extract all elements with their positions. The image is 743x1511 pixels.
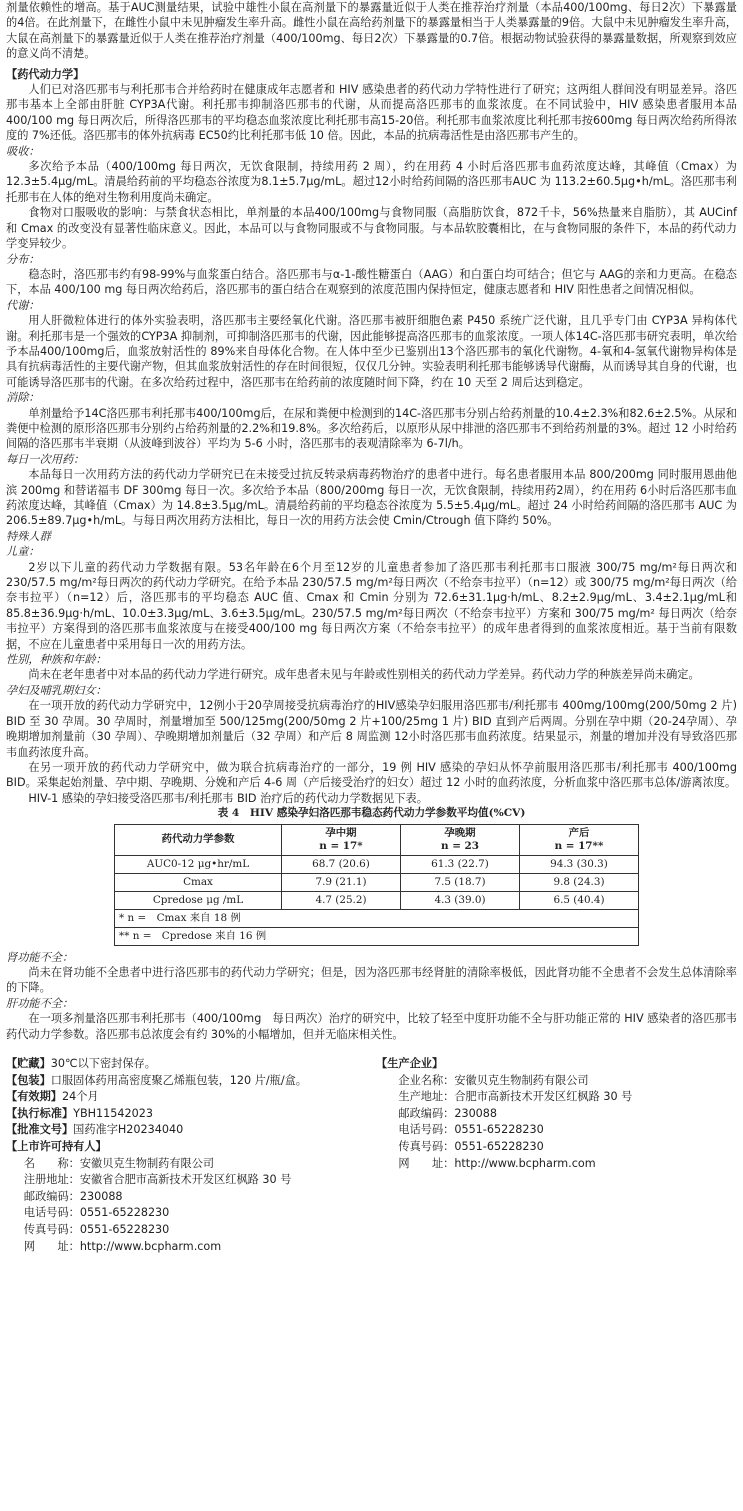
standard-label: 【执行标准】: [6, 1106, 74, 1120]
absorption-paragraph-2: 食物对口服吸收的影响：与禁食状态相比，单剂量的本品400/100mg与食物同服（高脂肪饮食，872千卡，56%热量来自脂肪），其 AUCinf 和 Cmax 的改变没有显著性临床意义。因此，本品可以与食物同服或不与食物同服。与本品软胶囊相比，在与食物同服的条件下，本品的药代动力学变异较少。: [6, 206, 737, 251]
table-note-row: [115, 909, 639, 927]
table-cell: 4.3 (39.0): [401, 891, 520, 909]
approval-line: [6, 1122, 376, 1139]
holder-address: 注册地址：安徽省合肥市高新技术开发区红枫路 30 号: [23, 1173, 292, 1187]
table-cell: Cpredose μg /mL: [115, 891, 282, 909]
pregnancy-paragraph-3: HIV-1 感染的孕妇接受洛匹那韦/利托那韦 BID 治疗后的药代动力学数据见下表。: [28, 791, 428, 805]
pregnancy-title: 孕妇及哺乳期妇女：: [6, 683, 107, 697]
pregnancy-paragraph-2: 在另一项开放的药代动力学研究中，做为联合抗病毒治疗的一部分，19 例 HIV 感染的孕妇从怀孕前服用洛匹那韦/利托那韦 400/100mg BID。采集起始剂量、孕中期、孕晚期、分娩和产后 4-6 周（产后接受治疗的妇女）超过 12 小时的血药浓度，分析血浆中洛匹那韦总体/游离浓度。: [6, 760, 737, 790]
table-note: ** n = Cpredose 来自 16 例: [115, 927, 639, 945]
table-row: [115, 855, 639, 873]
table-cell: 4.7 (25.2): [282, 891, 401, 909]
table-note: * n = Cmax 来自 18 例: [115, 909, 639, 927]
table-cell: Cmax: [115, 873, 282, 891]
right-column: [376, 1056, 736, 1255]
manufacturer-label-text: 【生产企业】: [376, 1056, 444, 1070]
validity-value: 24个月: [61, 1090, 99, 1104]
table-cell: 7.5 (18.7): [401, 873, 520, 891]
hepatic-title: 肝功能不全：: [6, 996, 74, 1010]
table-row: [115, 891, 639, 909]
storage-value: 30℃以下密封保存。: [50, 1056, 156, 1070]
approval-label: 【批准文号】: [6, 1123, 74, 1137]
header-n: n = 17*: [319, 839, 363, 852]
package-label: 【包装】: [6, 1073, 51, 1087]
table-cell: 68.7 (20.6): [282, 855, 401, 873]
package-line: [6, 1073, 376, 1090]
gender-title: 性别，种族和年龄：: [6, 653, 107, 667]
table-cell: 94.3 (30.3): [520, 855, 639, 873]
table-header-second-trimester: [282, 824, 401, 855]
manufacturer-name: 企业名称：安徽贝克生物制药有限公司: [398, 1073, 589, 1087]
elimination-title: 消除：: [6, 391, 40, 405]
absorption-title: 吸收：: [6, 144, 40, 158]
once-daily-title: 每日一次用药：: [6, 452, 85, 466]
table-cell: 61.3 (22.7): [401, 855, 520, 873]
metabolism-title: 代谢：: [6, 298, 40, 312]
distribution-title: 分布：: [6, 252, 40, 266]
validity-line: [6, 1089, 376, 1106]
header-label: 孕中期: [325, 826, 357, 839]
pk-heading: 【药代动力学】: [6, 67, 85, 81]
once-daily-paragraph: 本品每日一次用药方法的药代动力学研究已在未接受过抗反转录病毒药物治疗的患者中进行。每名患者服用本品 800/200mg 同时服用恩曲他滨 200mg 和替诺福韦 DF 300mg 每日一次。多次给予本品（800/200mg 每日一次，无饮食限制，持续用药2周），约在用药 6小时后洛匹那韦血药浓度达峰，其峰值（Cmax）为 14.8±3.5μg/mL。清晨给药前的平均稳态谷浓度为 5.5±5.4μg/mL。超过 24 小时给药间隔的洛匹那韦 AUC 为 206.5±89.7μg•h/mL。与每日两次用药方法相比，每日一次的用药方法会使 Cmin/Ctrough 值下降约 50%。: [6, 468, 737, 528]
header-n: n = 23: [441, 839, 479, 852]
manufacturer-postcode: 邮政编码：230088: [398, 1106, 498, 1120]
left-column: [6, 1056, 376, 1255]
renal-title: 肾功能不全：: [6, 950, 74, 964]
pregnancy-paragraph-1: 在一项开放的药代动力学研究中，12例小于20孕周接受抗病毒治疗的HIV感染孕妇服用洛匹那韦/利托那韦 400mg/100mg(200/50mg 2 片) BID 至 30 孕周。30 孕周时，剂量增加至 500/125mg(200/50mg 2 片+100/25mg 1 片) BID 直到产后两周。分别在孕中期（20-24孕周）、孕晚期增加剂量前（30 孕周）、孕晚期增加剂量后（32 孕周）和产后 8 周监测 12小时洛匹那韦血药浓度。结果显示，剂量的增加并没有导致洛匹那韦血药浓度升高。: [6, 699, 737, 759]
table-row: [115, 873, 639, 891]
footer-columns: [6, 1056, 737, 1255]
manufacturer-fax: 传真号码：0551-65228230: [398, 1139, 544, 1153]
table-cell: 9.8 (24.3): [520, 873, 639, 891]
children-title: 儿童：: [6, 545, 40, 559]
hepatic-paragraph: 在一项多剂量洛匹那韦利托那韦（400/100mg 每日两次）治疗的研究中，比较了轻至中度肝功能不全与肝功能正常的 HIV 感染者的洛匹那韦药代动力学参数。洛匹那韦总浓度会有约 30%的小幅增加，但并无临床相关性。: [6, 1012, 737, 1041]
standard-line: [6, 1106, 376, 1123]
table-note-row: [115, 927, 639, 945]
standard-value: YBH11542023: [73, 1106, 154, 1120]
table-cell: AUC0-12 μg•hr/mL: [115, 855, 282, 873]
holder-fax: 传真号码：0551-65228230: [23, 1222, 170, 1236]
absorption-paragraph-1: 多次给予本品（400/100mg 每日两次，无饮食限制，持续用药 2 周），约在用药 4 小时后洛匹那韦血药浓度达峰，其峰值（Cmax）为12.3±5.4μg/mL。清晨给药前的平均稳态谷浓度为8.1±5.7μg/mL。超过12小时给药间隔的洛匹那韦AUC 为 113.2±60.5μg•h/mL。洛匹那韦利托那韦在人体的绝对生物利用度尚未确定。: [6, 160, 737, 204]
table-header-postpartum: [520, 824, 639, 855]
header-label: 产后: [568, 826, 590, 839]
manufacturer-phone: 电话号码：0551-65228230: [398, 1123, 544, 1137]
validity-label: 【有效期】: [6, 1090, 62, 1104]
table-header-third-trimester: [401, 824, 520, 855]
special-populations-title: 特殊人群: [6, 529, 51, 543]
elimination-paragraph: 单剂量给予14C洛匹那韦利托那韦400/100mg后，在尿和粪便中检测到的14C-洛匹那韦分别占给药剂量的10.4±2.3%和82.6±2.5%。从尿和粪便中检测的原形洛匹那韦分别约占给药剂量的2.2%和19.8%。多次给药后，以原形从尿中排泄的洛匹那韦不到给药剂量的3%。超过 12 小时给药间隔的洛匹那韦半衰期（从波峰到波谷）平均为 5-6 小时，洛匹那韦的表观清除率为 6-7l/h。: [6, 406, 737, 451]
intro-paragraph: 剂量依赖性的增高。基于AUC测量结果，试验中雄性小鼠在高剂量下的暴露量近似于人类在推荐治疗剂量（本品400/100mg、每日2次）下暴露量的4倍。在此剂量下，在雌性小鼠中未见肿瘤发生率升高。雌性小鼠在高给药剂量下的暴露量相当于人类暴露量的9倍。大鼠中未见肿瘤发生率升高，大鼠在高剂量下的暴露量近似于人类在推荐治疗剂量（400/100mg、每日2次）下暴露量的0.7倍。根据动物试验获得的暴露量数据，所观察到效应的意义尚不清楚。: [6, 1, 737, 61]
storage-label: 【贮藏】: [6, 1056, 51, 1070]
distribution-paragraph: 稳态时，洛匹那韦约有98-99%与血浆蛋白结合。洛匹那韦与α-1-酸性糖蛋白（AAG）和白蛋白均可结合；但它与 AAG的亲和力更高。在稳态下，本品 400/100 mg 每日两次给药后，洛匹那韦的蛋白结合在观察到的浓度范围内保持恒定，健康志愿者和 HIV 阳性患者之间情况相似。: [6, 267, 737, 297]
holder-name: 名 称：安徽贝克生物制药有限公司: [23, 1156, 215, 1170]
table-caption: 表 4 HIV 感染孕妇洛匹那韦稳态药代动力学参数平均值(%CV): [217, 807, 526, 820]
manufacturer-label: [376, 1056, 736, 1073]
holder-phone: 电话号码：0551-65228230: [23, 1206, 170, 1220]
holder-label-text: 【上市许可持有人】: [6, 1139, 107, 1153]
gender-paragraph: 尚未在老年患者中对本品的药代动力学进行研究。成年患者未见与年龄或性别相关的药代动力学差异。药代动力学的种族差异尚未确定。: [28, 668, 700, 682]
table-header-row: [115, 824, 639, 855]
header-label: 孕晚期: [444, 826, 476, 839]
children-paragraph: 2岁以下儿童的药代动力学数据有限。53名年龄在6个月至12岁的儿童患者参加了洛匹那韦利托那韦口服液 300/75 mg/m²每日两次和 230/57.5 mg/m²每日两次的药代动力学研究。在给予本品 230/57.5 mg/m²每日两次（不给奈韦拉平）（n=12）或 300/75 mg/m²每日两次（给奈韦拉平）（n=12）后，洛匹那韦的平均稳态 AUC 值、Cmax 和 Cmin 分别为 72.6±31.1μg·h/mL、8.2±2.9μg/mL、3.4±2.1μg/mL和85.8±36.9μg·h/mL、10.0±3.3μg/mL、3.6±3.5μg/mL。230/57.5 mg/m²每日两次（不给奈韦拉平）方案和 300/75 mg/m² 每日两次（给奈韦拉平）方案得到的洛匹那韦血浆浓度与在接受400/100 mg 每日两次方案（不给奈韦拉平）的成年患者得到的血浆浓度相近。基于当前有限数据，不应在儿童患者中采用每日一次的用药方法。: [6, 560, 737, 651]
table-header-param: 药代动力学参数: [115, 824, 282, 855]
pk-table: [114, 824, 639, 946]
holder-website: 网 址：http://www.bcpharm.com: [23, 1239, 222, 1253]
table-cell: 7.9 (21.1): [282, 873, 401, 891]
manufacturer-address: 生产地址：合肥市高新技术开发区红枫路 30 号: [398, 1090, 633, 1104]
holder-label: [6, 1139, 376, 1156]
pk-overview: 人们已对洛匹那韦与利托那韦合并给药时在健康成年志愿者和 HIV 感染患者的药代动力学特性进行了研究；这两组人群间没有明显差异。洛匹那韦基本上全部由肝脏 CYP3A代谢。利托那韦抑制洛匹那韦的代谢，从而提高洛匹那韦的血浆浓度。在不同试验中，HIV 感染患者服用本品 400/100 mg 每日两次后，所得洛匹那韦的平均稳态血浆浓度比利托那韦高15-20倍。利托那韦血浆浓度比利托那韦按600mg 每日两次给药所得浓度的 7%还低。洛匹那韦的体外抗病毒 EC50约比利托那韦低 10 倍。因此，本品的抗病毒活性是由洛匹那韦产生的。: [6, 83, 737, 143]
renal-paragraph: 尚未在肾功能不全患者中进行洛匹那韦的药代动力学研究；但是，因为洛匹那韦经肾脏的清除率极低，因此肾功能不全患者不会发生总体清除率的下降。: [6, 965, 737, 995]
package-value: 口服固体药用高密度聚乙烯瓶包装，120 片/瓶/盒。: [50, 1073, 307, 1087]
header-n: n = 17**: [554, 839, 604, 852]
metabolism-paragraph: 用人肝微粒体进行的体外实验表明，洛匹那韦主要经氧化代谢。洛匹那韦被肝细胞色素 P450 系统广泛代谢，且几乎专门由 CYP3A 异构体代谢。利托那韦是一个强效的CYP3A 抑制剂，可抑制洛匹那韦的代谢，因此能够提高洛匹那韦的血浆浓度。一项人体14C-洛匹那韦研究表明，单次给予本品400/100mg后，血浆放射活性的 89%来自母体化合物。在人体中至少已鉴别出13个洛匹那韦的氧化代谢物。4-氧和4-氢氧代谢物异构体是具有抗病毒活性的主要代谢产物，但其血浆放射活性的存在时间很短，仅仅几分钟。实验表明利托那韦能够诱导代谢酶，从而诱导其自身的代谢，也可能诱导洛匹那韦的代谢。在多次给药过程中，洛匹那韦在给药前的浓度随时间下降，约在 10 天至 2 周后达到稳定。: [6, 314, 737, 389]
table-cell: 6.5 (40.4): [520, 891, 639, 909]
approval-value: 国药准字H20234040: [73, 1123, 184, 1137]
manufacturer-website: 网 址：http://www.bcpharm.com: [398, 1156, 596, 1170]
storage-line: [6, 1056, 376, 1073]
holder-postcode: 邮政编码：230088: [23, 1189, 123, 1203]
